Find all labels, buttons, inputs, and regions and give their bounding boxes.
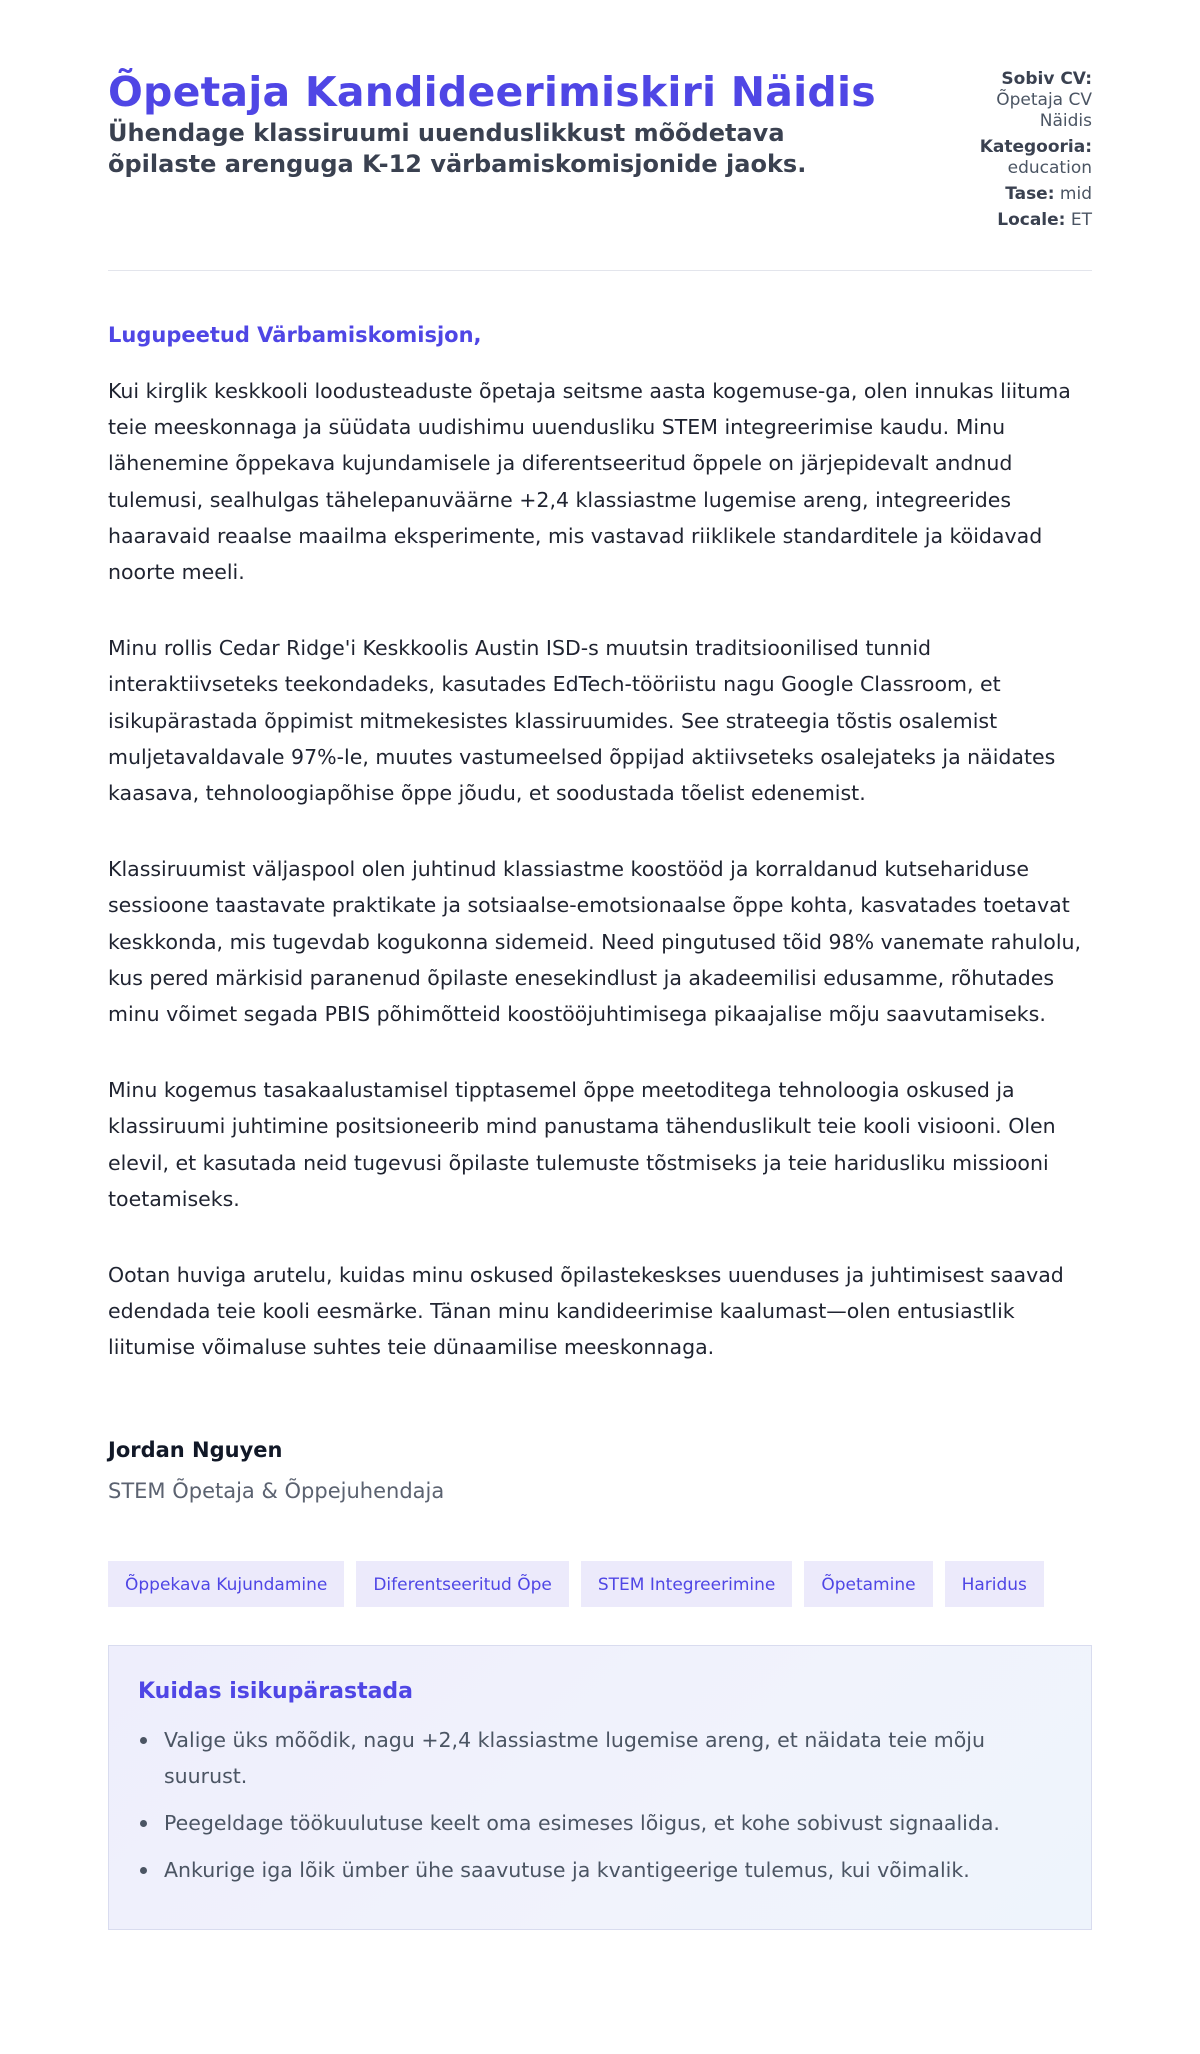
skill-tag: STEM Integreerimine: [581, 1561, 792, 1607]
letter-body: [108, 373, 1092, 1366]
meta-level: [980, 184, 1092, 205]
skill-tag: Õppekava Kujundamine: [108, 1561, 344, 1607]
meta-category-value: education: [1007, 158, 1092, 178]
letter-paragraph: Minu kogemus tasakaalustamisel tipptasemel õppe meetoditega tehnoloogia oskused ja klassiruumi juhtimine positsioneerib mind panustama tähenduslikult teie kooli visiooni. Olen elevil, et kasutada neid tugevusi õpilaste tulemuste tõstmiseks ja teie haridusliku missiooni toetamiseks.: [108, 1078, 1056, 1211]
tips-item: Ankurige iga lõik ümber ühe saavutuse ja kvantigeerige tulemus, kui võimalik.: [138, 1852, 1061, 1888]
signature-title: STEM Õpetaja & Õppejuhendaja: [108, 1478, 445, 1503]
meta-category: [980, 137, 1092, 179]
meta-level-label: Tase:: [1005, 184, 1055, 204]
header-left: [108, 68, 888, 180]
tips-item: Valige üks mõõdik, nagu +2,4 klassiastme lugemise areng, et näidata teie mõju suurust.: [138, 1722, 1061, 1794]
page-subtitle: Ühendage klassiruumi uuenduslikkust mõõdetava õpilaste arenguga K-12 värbamiskomisjonide jaoks.: [108, 119, 807, 178]
letter-salutation: Lugupeetud Värbamiskomisjon,: [108, 323, 482, 347]
skill-tag: Haridus: [945, 1561, 1044, 1607]
meta-panel: [980, 68, 1092, 236]
meta-level-value: mid: [1059, 184, 1092, 204]
tips-item: Peegeldage töökuulutuse keelt oma esimeses lõigus, et kohe sobivust signaalida.: [138, 1805, 1061, 1841]
meta-cv-label: Sobiv CV:: [1001, 69, 1092, 89]
skill-tags: [108, 1561, 1092, 1607]
tips-list: [138, 1722, 1061, 1888]
meta-cv-link[interactable]: Õpetaja CV Näidis: [996, 90, 1092, 131]
meta-category-label: Kategooria:: [979, 137, 1092, 157]
signature: [108, 1436, 1092, 1505]
tips-title: Kuidas isikupärastada: [138, 1678, 414, 1704]
skill-tag: Diferentseeritud Õpe: [356, 1561, 569, 1607]
meta-locale-value: ET: [1070, 210, 1092, 230]
letter-paragraph: Minu rollis Cedar Ridge'i Keskkoolis Austin ISD-s muutsin traditsioonilised tunnid interaktiivseteks teekondadeks, kasutades EdTech-tööriistu nagu Google Classroom, et isikupärastada õppimist mitmekesistes klassiruumides. See strateegia tõstis osalemist muljetavaldavale 97%-le, muutes vastumeelsed õppijad aktiivseteks osalejateks ja näidates kaasava, tehnoloogiapõhise õppe jõudu, et soodustada tõelist edenemist.: [108, 636, 1056, 806]
letter-paragraph: Kui kirglik keskkooli loodusteaduste õpetaja seitsme aasta kogemuse-ga, olen innukas liituma teie meeskonnaga ja süüdata uudishimu uuendusliku STEM integreerimise kaudu. Minu lähenemine õppekava kujundamisele ja diferentseeritud õppele on järjepidevalt andnud tulemusi, sealhulgas tähelepanuväärne +2,4 klassiastme lugemise areng, integreerides haaravaid reaalse maailma eksperimente, mis vastavad riiklikele standarditele ja köidavad noorte meeli.: [108, 379, 1071, 585]
meta-locale: [980, 210, 1092, 231]
skill-tag: Õpetamine: [804, 1561, 932, 1607]
signature-name: Jordan Nguyen: [108, 1437, 283, 1462]
header: [108, 68, 1092, 271]
meta-locale-label: Locale:: [997, 210, 1066, 230]
personalization-tips: [108, 1645, 1092, 1930]
page-title: Õpetaja Kandideerimiskiri Näidis: [108, 68, 876, 116]
meta-cv: [980, 69, 1092, 132]
letter-paragraph: Klassiruumist väljaspool olen juhtinud klassiastme koostööd ja korraldanud kutsehariduse sessioone taastavate praktikate ja sotsiaalse-emotsionaalse õppe kohta, kasvatades toetavat keskkonda, mis tugevdab kogukonna sidemeid. Need pingutused tõid 98% vanemate rahulolu, kus pered märkisid paranenud õpilaste enesekindlust ja akadeemilisi edusamme, rõhutades minu võimet segada PBIS põhimõtteid koostööjuhtimisega pikaajalise mõju saavutamiseks.: [108, 857, 1082, 1027]
letter-paragraph: Ootan huviga arutelu, kuidas minu oskused õpilastekeskses uuenduses ja juhtimisest saavad edendada teie kooli eesmärke. Tänan minu kandideerimise kaalumast—olen entusiastlik liitumise võimaluse suhtes teie dünaamilise meeskonnaga.: [108, 1263, 1064, 1360]
